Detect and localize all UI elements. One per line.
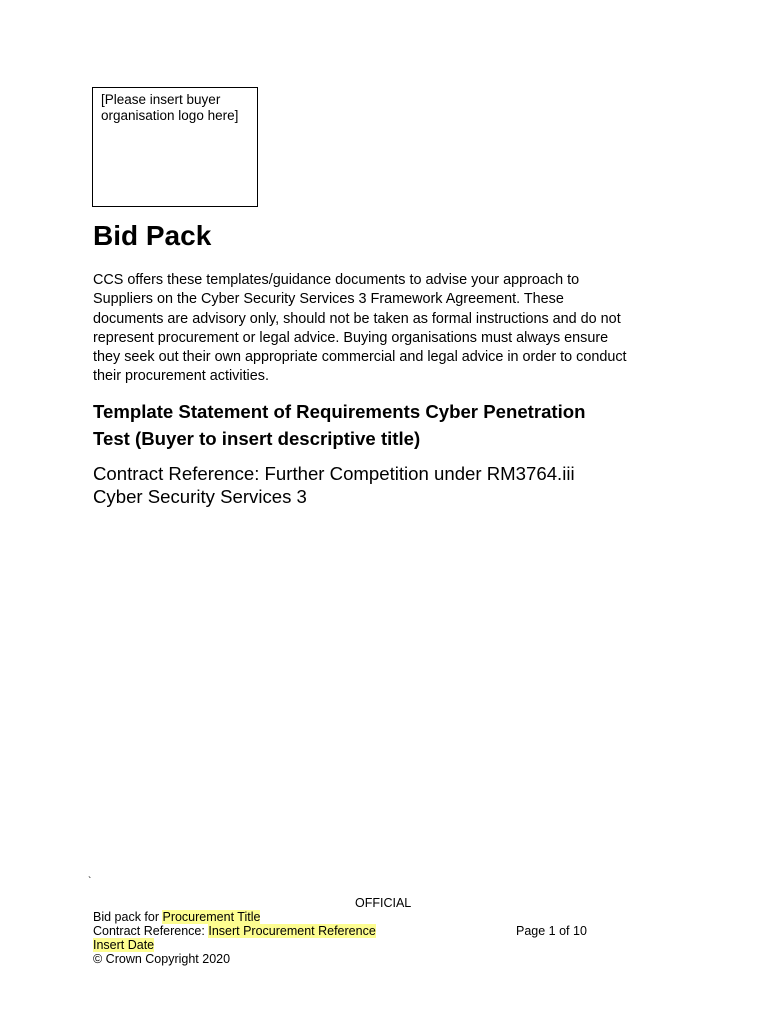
page-title: Bid Pack bbox=[93, 220, 212, 251]
intro-line: they seek out their own appropriate commercial and legal advice in order to conduct bbox=[93, 349, 627, 366]
intro-line: their procurement activities. bbox=[93, 368, 269, 385]
footer-copyright: © Crown Copyright 2020 bbox=[93, 952, 231, 966]
intro-line: represent procurement or legal advice. Buying organisations must always ensure bbox=[93, 329, 609, 346]
footer-contract-ref-line bbox=[93, 924, 376, 938]
footer-bid-pack-line bbox=[93, 910, 376, 924]
footer bbox=[93, 910, 376, 966]
contract-reference-line: Contract Reference: Further Competition under RM3764.iii bbox=[93, 463, 575, 484]
footer-contract-ref-prefix: Contract Reference: bbox=[93, 924, 209, 938]
procurement-reference-field: Insert Procurement Reference bbox=[208, 924, 376, 938]
insert-date-field: Insert Date bbox=[93, 938, 155, 952]
footer-classification: OFFICIAL bbox=[355, 896, 412, 910]
subtitle-line: Test (Buyer to insert descriptive title) bbox=[93, 427, 421, 449]
procurement-title-field: Procurement Title bbox=[162, 910, 261, 924]
contract-reference-line: Cyber Security Services 3 bbox=[93, 485, 307, 507]
document-subtitle bbox=[93, 399, 586, 452]
intro-line: Suppliers on the Cyber Security Services 3 Framework Agreement. These bbox=[93, 291, 564, 308]
footer-bid-pack-prefix: Bid pack for bbox=[93, 910, 163, 924]
contract-reference-heading bbox=[93, 463, 575, 508]
subtitle-line: Template Statement of Requirements Cyber Penetration bbox=[93, 401, 586, 422]
intro-paragraph bbox=[93, 271, 693, 387]
page-number: Page 1 of 10 bbox=[516, 924, 587, 938]
logo-placeholder-box bbox=[92, 87, 258, 207]
intro-line: documents are advisory only, should not be taken as formal instructions and do not bbox=[93, 310, 621, 327]
logo-placeholder-line-1: [Please insert buyer bbox=[101, 92, 221, 107]
stray-mark: ` bbox=[88, 876, 92, 887]
intro-line: CCS offers these templates/guidance documents to advise your approach to bbox=[93, 272, 580, 288]
footer-date-line bbox=[93, 938, 376, 952]
logo-placeholder-line-2: organisation logo here] bbox=[101, 108, 239, 123]
